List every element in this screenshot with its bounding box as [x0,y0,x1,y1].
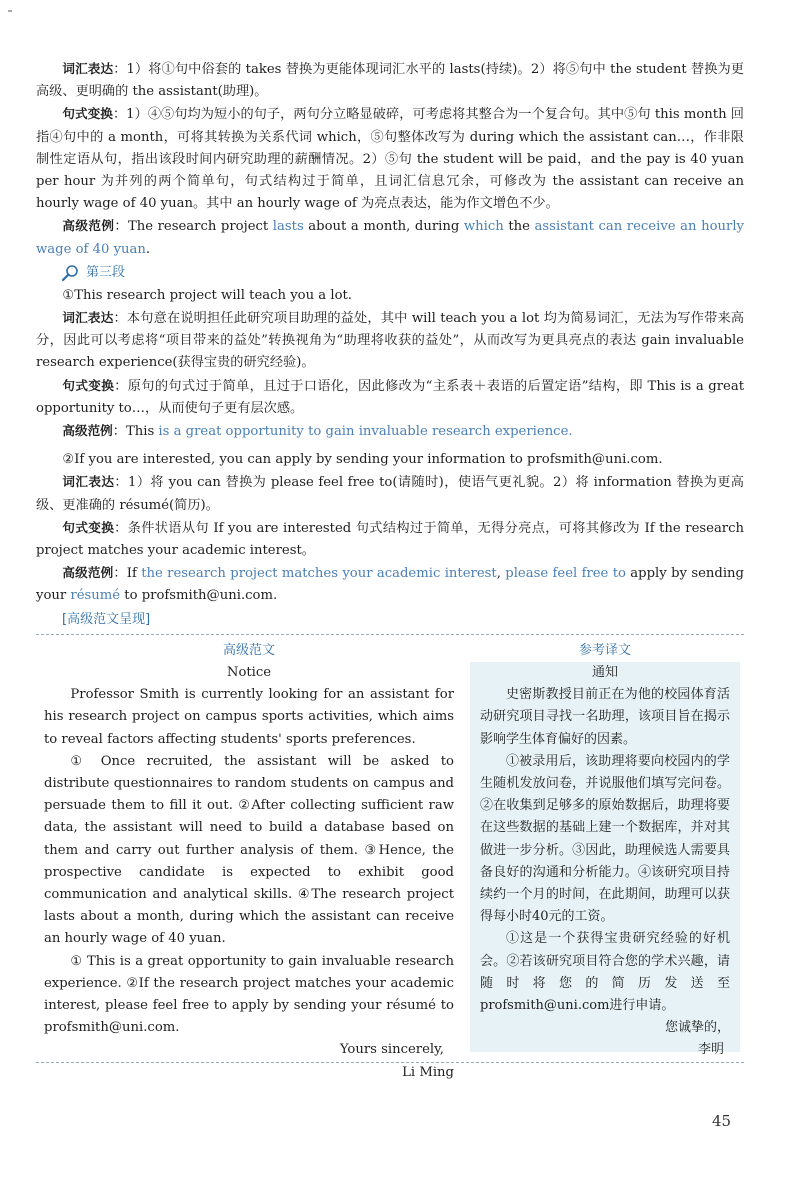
essay-paragraph-2: ① Once recruited, the assistant will be asked to distribute questionnaires to random students on campus and persuade them to fill it out. ②After collecting sufficient raw data, the assistant will need to build a database based on them and carry out further analysis of them. ③Hence, the prospective candidate is expected to exhibit good communication and analytical skills. ④The research project lasts about a month, during which the assistant can receive an hourly wage of 40 yuan. [44,753,454,947]
example-part: about a month, during [303,219,464,235]
example-highlight: is a great opportunity to gain invaluable research experience. [158,424,573,440]
corner-mark [8,10,12,12]
translation-paragraph-2: ①被录用后，该助理将要向校园内的学生随机发放问卷，并说服他们填写完问卷。②在收集到足够多的原始数据后，助理将要在这些数据的基础上建一个数据库，并对其做进一步分析。③因此，助理候选人需要具备良好的沟通和分析能力。④该研究项目持续约一个月的时间，在此期间，助理可以获得每小时40元的工资。 [480,753,730,925]
translation-body [470,662,740,1062]
example-highlight: which [463,219,504,235]
s1-example [36,420,744,443]
translation-paragraph-3: ①这是一个获得宝贵研究经验的好机会。②若该研究项目符合您的学术兴趣，请随时将您的简历发送至profsmith@uni.com进行申请。 [480,931,730,1014]
translation-signature: 李明 [697,1042,724,1058]
model-essay-label: [高级范文呈现] [62,611,151,627]
essay-paragraph-1: Professor Smith is currently looking for an assistant for his research project on campus sports activities, which aims to reveal factors affecting students' sports preferences. [44,687,454,747]
vocab-text: ：1）将①句中俗套的 takes 替换为更能体现词汇水平的 lasts(持续)。2）将⑤句中 the student 替换为更高级、更明确的 the assistant(助理)。 [36,62,744,100]
example-part: apply by sending your [36,566,744,604]
sentence-label: 句式变换 [62,519,115,535]
sentence-text: ：原句的句式过于简单，且过于口语化，因此修改为“主系表＋表语的后置定语”结构，即 This is a great opportunity to…，从而使句子更有层次感。 [36,378,744,416]
essay-title: Notice [226,665,272,680]
example-part: , [496,566,506,582]
intro-example [36,215,744,260]
intro-sentence [36,103,744,215]
translation-title: 通知 [591,665,618,680]
example-label: 高级范例 [62,423,113,439]
example-part: ：If [113,566,142,582]
intro-vocab [36,58,744,103]
sentence-text: ：条件状语从句 If you are interested 句式结构过于简单，无得分亮点，可将其修改为 If the research project matches your academic interest。 [36,520,744,559]
vocab-text: ：1）将 you can 替换为 please feel free to(请随时)，使语气更礼貌。2）将 information 替换为更高级、更准确的 résumé(简历)。 [36,475,744,513]
vocab-text: ：本句意在说明担任此研究项目助理的益处，其中 will teach you a lot 均为简易词汇，无法为写作带来高分，因此可以考虑将“项目带来的益处”转换视角为“助理将收获的益处”，从而改写为更具亮点的表达 gain invaluable research experience(获得宝贵的研究经验)。 [36,311,745,371]
english-header: 高级范文 [222,643,275,658]
essay-closing: Yours sincerely, [339,1042,444,1058]
example-label: 高级范例 [62,218,115,234]
example-part: ：This [112,424,159,440]
original-sentence-2: ②If you are interested, you can apply by sending your information to profsmith@uni.com. [62,452,663,468]
example-part: . [145,241,151,257]
original-sentence-1: ①This research project will teach you a lot. [62,287,353,303]
essay-signature: Li Ming [402,1064,454,1080]
translation-paragraph-1: 史密斯教授目前正在为他的校园体育活动研究项目寻找一名助理，该项目旨在揭示影响学生体育偏好的因素。 [480,687,730,747]
divider-top [36,634,744,635]
s2-example [36,562,744,607]
divider-bottom [36,1062,744,1063]
essay-paragraph-3: ① This is a great opportunity to gain invaluable research experience. ②If the research project matches your academic interest, please feel free to apply by sending your résumé to profsmith@uni.com. [44,953,454,1036]
example-part: ：The research project [114,219,273,235]
vocab-label: 词汇表达 [62,61,114,76]
english-essay [44,640,454,1084]
magnifier-icon [60,264,80,282]
sentence-text: ：1）④⑤句均为短小的句子，两句分立略显破碎，可考虑将其整合为一个复合句。其中⑤句 this month 回指④句中的 a month，可将其转换为关系代词 which，⑤句整体改写为 during which the assistant can…，作非限制性定语从句，指出该段时间内研究助理的薪酬情况。2）⑤句 the student will be paid，and the pay is 40 yuan per hour 为并列的两个简单句，句式结构过于简单，且词汇信息冗余，可修改为 the assistant can receive an hourly wage of 40 yuan。其中 an hourly wage of 为亮点表达，能为作文增色不少。 [36,107,744,212]
page-number: 45 [712,1112,732,1130]
chinese-translation [470,640,740,1058]
example-highlight: the research project matches your academic interest [141,566,497,582]
example-part: the [503,219,535,235]
vocab-label: 词汇表达 [62,474,115,490]
s1-vocab [36,307,744,375]
translation-closing: 您诚挚的， [664,1020,730,1036]
chinese-header: 参考译文 [470,640,740,662]
example-label: 高级范例 [62,565,114,581]
s2-vocab [36,471,744,516]
example-highlight: please feel free to [505,566,626,582]
section-header [36,261,744,285]
section-title: 第三段 [86,264,126,280]
example-highlight: lasts [272,219,304,235]
example-highlight: assistant can receive an hourly wage of 40 yuan [36,219,744,257]
example-part: to profsmith@uni.com. [120,588,278,604]
sentence-label: 句式变换 [62,106,113,122]
s1-sentence [36,375,744,420]
main-content [36,58,744,632]
example-highlight: résumé [70,588,121,604]
vocab-label: 词汇表达 [62,310,114,326]
s2-sentence [36,517,744,562]
sentence-label: 句式变换 [62,377,115,393]
